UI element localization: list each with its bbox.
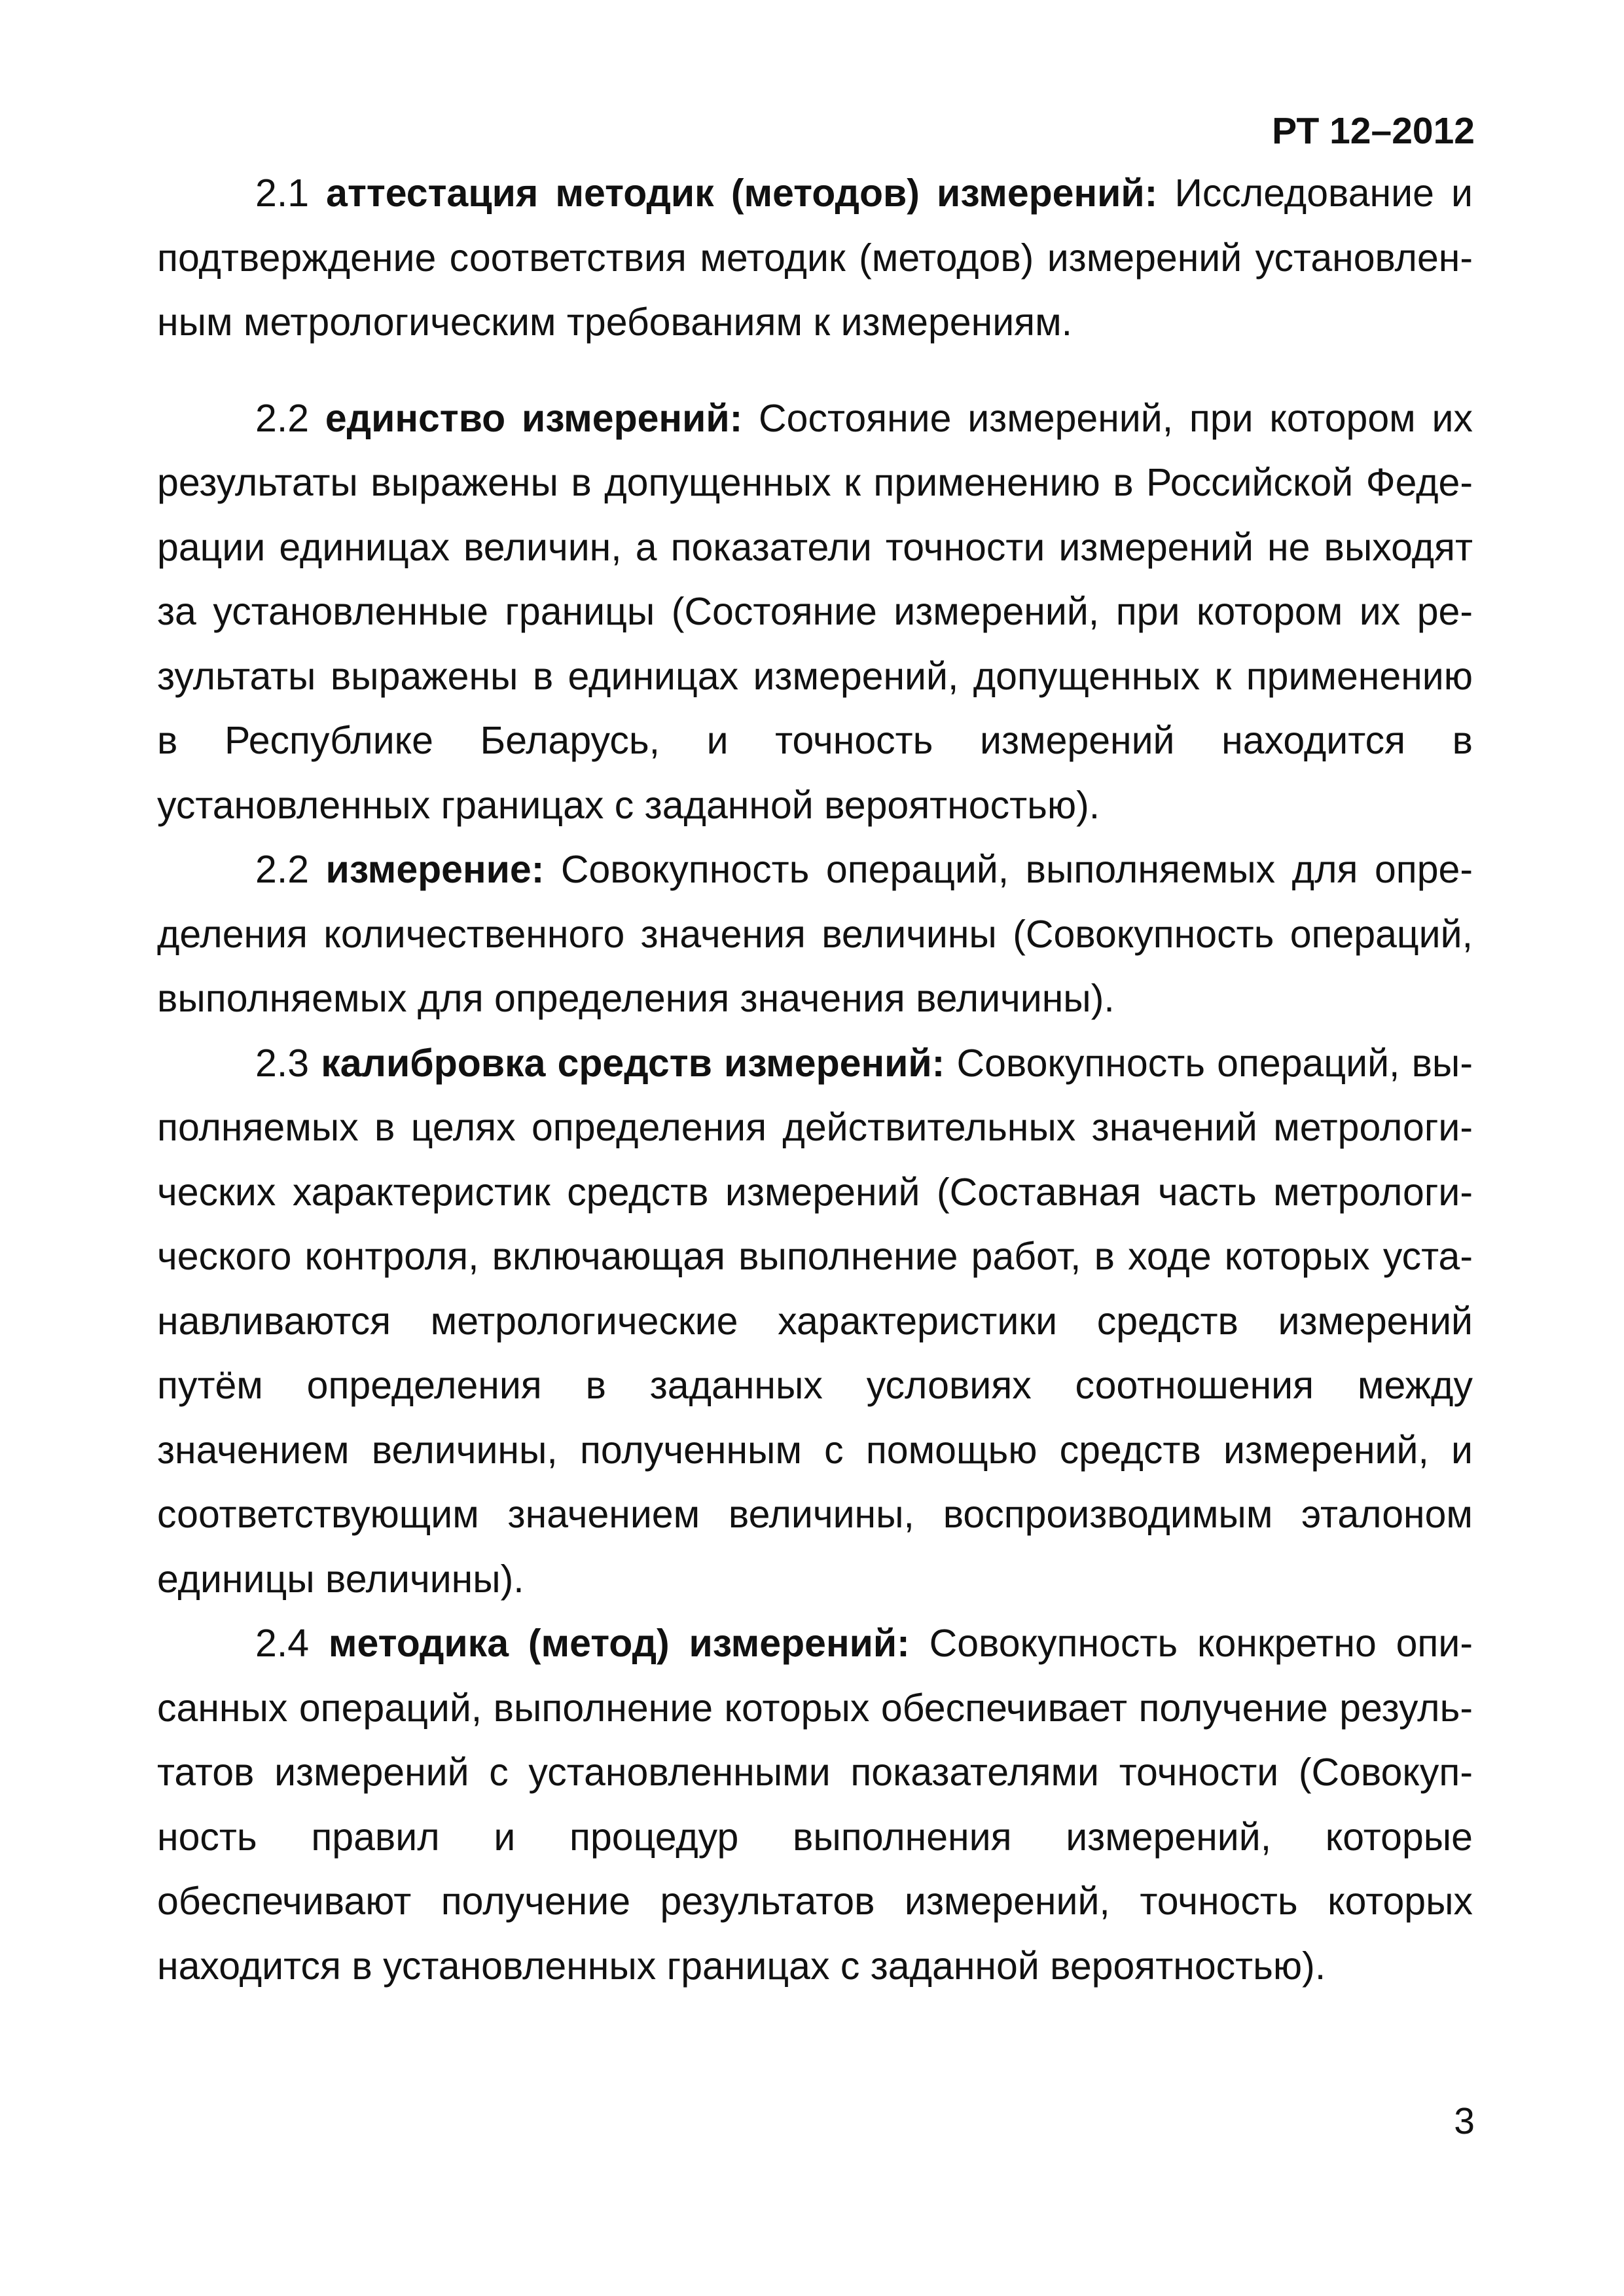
- clause-2-3: [157, 1031, 1473, 1612]
- clause-definition: Состояние измерений, при котором их результаты выражены в допущенных к применению в Российской Федерации единицах величин, а показатели точности измерений не выходят за установленные границы (Состояние измерений, при котором их результаты выражены в единицах измерений, допущенных к применению в Республике Беларусь, и точность измерений находится в установленных границах с заданной вероятностью).: [157, 396, 1473, 827]
- clause-term: аттестация методик (методов) измерений:: [326, 172, 1158, 215]
- clause-number: 2.4: [255, 1622, 310, 1665]
- document-body: [157, 161, 1473, 1998]
- clause-definition: Совокупность операций, выполняемых в целях определения действительных значений метрологических характеристик средств измерений (Составная часть метрологического контроля, включающая выполнение работ, в ходе которых устанавливаются метрологические характеристики средств измерений путём определения в заданных условиях соотношения между значением величины, полученным с помощью средств измерений, и соответствующим значением величины, воспроизводимым эталоном единицы величины).: [157, 1041, 1473, 1601]
- clause-term: калибровка средств измерений:: [321, 1041, 945, 1085]
- page-number: 3: [1454, 2100, 1475, 2142]
- clause-2-2-unity: [157, 386, 1473, 838]
- clause-number: 2.3: [255, 1041, 310, 1085]
- clause-term: методика (метод) измерений:: [328, 1622, 910, 1665]
- clause-2-2-measurement: [157, 837, 1473, 1031]
- clause-number: 2.2: [255, 848, 310, 891]
- clause-term: единство измерений:: [325, 396, 743, 440]
- clause-2-4: [157, 1611, 1473, 1998]
- clause-number: 2.1: [255, 172, 310, 215]
- clause-definition: Исследование и подтверждение соответствия методик (методов) измерений установленным метрологическим требованиям к измерениям.: [157, 172, 1473, 344]
- clause-definition: Совокупность конкретно описанных операций, выполнение которых обеспечивает получение результатов измерений с установленными показателями точности (Совокупность правил и процедур выполнения измерений, которые обеспечивают получение результатов измерений, точность которых находится в установленных границах с заданной вероятностью).: [157, 1622, 1473, 1988]
- clause-2-1: [157, 161, 1473, 355]
- clause-term: измерение:: [325, 848, 545, 891]
- clause-number: 2.2: [255, 396, 310, 440]
- document-code: РТ 12–2012: [1272, 110, 1475, 152]
- clause-definition: Совокупность операций, выполняемых для определения количественного значения величины (Совокупность операций, выполняемых для определения значения величины).: [157, 848, 1473, 1020]
